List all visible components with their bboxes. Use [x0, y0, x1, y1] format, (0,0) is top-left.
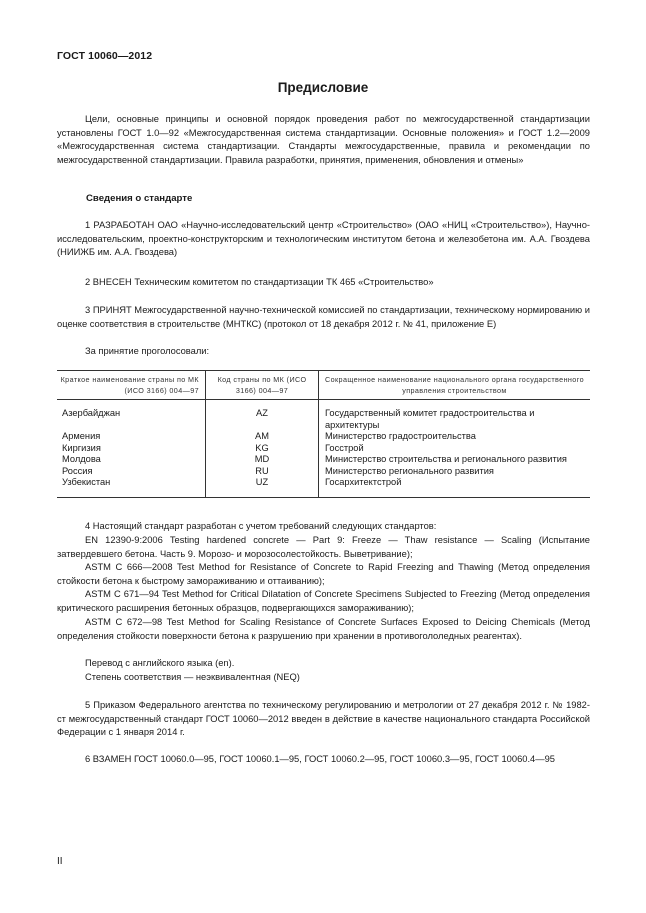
authority-name: Госархитектстрой — [319, 477, 591, 497]
page-title: Предисловие — [277, 80, 369, 95]
country-code: AM — [206, 431, 319, 443]
reference-astm-c671: ASTM C 671—94 Test Method for Critical Dilatation of Concrete Specimens Subjected to Freezing (Метод определения критического расширения бетонных образцов, подвергающихся замораживанию); — [57, 589, 590, 613]
country-name: Узбекистан — [57, 477, 206, 497]
header-code: Код страны по МК (ИСО 3166) 004—97 — [206, 371, 319, 400]
authority-name: Министерство строительства и регионального развития — [325, 454, 567, 464]
country-code: MD — [206, 454, 319, 466]
table-row — [57, 443, 590, 455]
item-6-replaces: 6 ВЗАМЕН ГОСТ 10060.0—95, ГОСТ 10060.1—95, ГОСТ 10060.2—95, ГОСТ 10060.3—95, ГОСТ 10060.4—95 — [85, 754, 555, 764]
country-code: RU — [206, 466, 319, 478]
country-code: AZ — [206, 400, 319, 432]
document-code: ГОСТ 10060—2012 — [57, 50, 153, 62]
country-name: Киргизия — [57, 443, 206, 455]
authority-name: Государственный комитет градостроительства и архитектуры — [325, 408, 535, 430]
conformity-note: Степень соответствия — неэквивалентная (NEQ) — [85, 672, 300, 682]
item-2-introduced-by: 2 ВНЕСЕН Техническим комитетом по стандартизации ТК 465 «Строительство» — [85, 277, 434, 287]
item-1-developed-by: 1 РАЗРАБОТАН ОАО «Научно-исследовательский центр «Строительство» (ОАО «НИЦ «Строительство»), Научно-исследовательским, проектно-конструкторским и технологическим институтом бетона и железобетона им. А.А. Гвоздева (НИИЖБ им. А.А. Гвоздева) — [57, 220, 590, 258]
country-code: UZ — [206, 477, 319, 497]
page-number: II — [57, 856, 63, 867]
item-3-adopted-by: 3 ПРИНЯТ Межгосударственной научно-технической комиссией по стандартизации, техническому нормированию и оценке соответствия в строительстве (МНТКС) (протокол от 18 декабря 2012 г. № 41, приложение Е) — [57, 305, 590, 329]
authority-name: Министерство градостроительства — [325, 431, 476, 441]
item-4-lead: 4 Настоящий стандарт разработан с учетом требований следующих стандартов: — [85, 521, 437, 531]
authority-name: Госстрой — [325, 442, 364, 453]
reference-en-12390: EN 12390-9:2006 Testing hardened concrete — Part 9: Freeze — Thaw resistance — Scaling (Испытание затвердевшего бетона. Часть 9. Морозо- и морозосолестойкость. Выветривание); — [57, 535, 590, 559]
vote-label: За принятие проголосовали: — [85, 346, 210, 356]
table-row — [57, 477, 590, 497]
table-header-row — [57, 371, 590, 400]
table-row — [57, 431, 590, 443]
intro-paragraph: Цели, основные принципы и основной порядок проведения работ по межгосударственной стандартизации установлены ГОСТ 1.0—92 «Межгосударственная система стандартизации. Основные положения» и ГОСТ 1.2—2009 «Межгосударственная система стандартизации. Стандарты межгосударственные, правила и рекомендации по межгосударственной стандартизации. Правила разработки, принятия, применения, обновления и отмены» — [57, 114, 590, 166]
header-country: Краткое наименование страны по МК (ИСО 3166) 004—97 — [57, 371, 206, 400]
header-authority: Сокращенное наименование национального органа государственного управления строительством — [319, 371, 591, 400]
country-name: Азербайджан — [57, 400, 206, 432]
item-5-order: 5 Приказом Федерального агентства по техническому регулированию и метрологии от 27 декабря 2012 г. № 1982-ст межгосударственный стандарт ГОСТ 10060—2012 введен в действие в качестве национального стандарта Российской Федерации с 1 января 2014 г. — [57, 700, 590, 738]
translation-note: Перевод с английского языка (en). — [85, 658, 235, 668]
country-name: Молдова — [57, 454, 206, 466]
section-heading: Сведения о стандарте — [86, 193, 193, 204]
table-row — [57, 466, 590, 478]
voting-table — [57, 370, 590, 498]
reference-astm-c666: ASTM C 666—2008 Test Method for Resistance of Concrete to Rapid Freezing and Thawing (Метод определения стойкости бетона к быстрому замораживанию и оттаиванию); — [57, 562, 590, 586]
country-code: KG — [206, 443, 319, 455]
country-name: Армения — [57, 431, 206, 443]
country-name: Россия — [57, 466, 206, 478]
table-row — [57, 400, 590, 432]
table-row — [57, 454, 590, 466]
authority-name: Министерство регионального развития — [325, 465, 494, 476]
reference-astm-c672: ASTM C 672—98 Test Method for Scaling Resistance of Concrete Surfaces Exposed to Deicing Chemicals (Метод определения стойкости поверхности бетона к разрушению при хранении в противогололедных реагентах). — [57, 617, 590, 641]
